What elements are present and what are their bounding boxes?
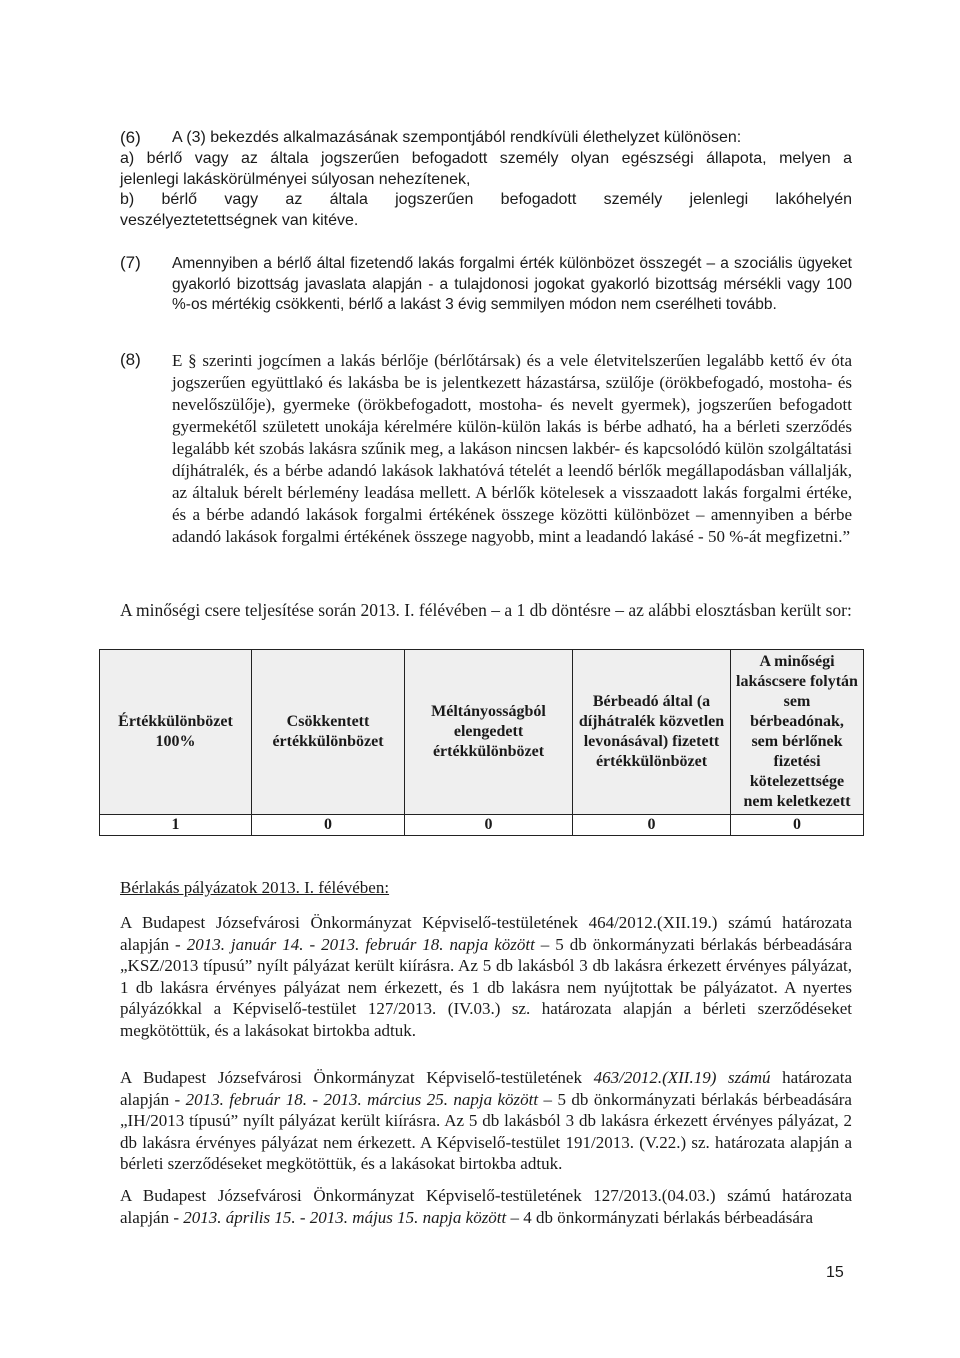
paragraph-number-6: (6) — [120, 128, 141, 147]
tender-2-dates: 2013. február 18. - 2013. március 25. napja között — [185, 1089, 539, 1109]
tender-block-2 — [120, 1067, 852, 1175]
table-cell: 0 — [731, 815, 864, 836]
tender-1-text: A Budapest Józsefvárosi Önkormányzat Képviselő-testületének 464/2012.(XII.19.) számú határozata alapján - — [120, 913, 852, 954]
paragraph-number-7: (7) — [120, 253, 141, 272]
table-header-cell: Csökkentett értékkülönbözet — [252, 650, 405, 815]
table-header-cell: Értékkülönbözet 100% — [100, 650, 252, 815]
table-cell: 0 — [405, 815, 573, 836]
table-row — [100, 815, 864, 836]
table-cell: 0 — [252, 815, 405, 836]
page-number: 15 — [826, 1264, 844, 1281]
table-cell: 0 — [573, 815, 731, 836]
tender-1-text-rest: – 5 db önkormányzati bérlakás bérbeadására „KSZ/2013 típusú” nyílt pályázat került kiírásra. Az 5 db lakásból 3 db lakásra érkezett érvényes pályázat, 1 db lakásra érvényes pályázat nem érkezett, és 1 db lakásra nem nyújtottak be pályázatot. A nyertes pályázókkal a Képviselő-testület 127/2013. (IV.03.) sz. határozata alapján a bérleti szerződéseket megkötöttük, és a lakásokat birtokba adtuk. — [120, 934, 852, 1040]
table-cell: 1 — [100, 815, 252, 836]
tender-2-text: A Budapest Józsefvárosi Önkormányzat Képviselő-testületének — [120, 1068, 594, 1087]
tender-3-dates: 2013. április 15. - 2013. május 15. napja között — [183, 1207, 507, 1227]
paragraph-6-line: a) bérlő vagy az általa jogszerűen befogadott személy olyan egészségi állapota, melyen a — [120, 150, 852, 167]
table-intro: A minőségi csere teljesítése során 2013. I. félévében – a 1 db döntésre – az alábbi elosztásban került sor: — [120, 600, 852, 620]
paragraph-7: Amennyiben a bérlő által fizetendő lakás forgalmi érték különbözet összegét – a szociális ügyeket gyakorló bizottság javaslata alapján - a tulajdonosi jogokat gyakorló bizottság mérsékli vagy 100 %-os mértékig csökkenti, bérlő a lakást 3 évig semmilyen módon nem cserélheti tovább. — [172, 255, 852, 313]
tender-2-text-rest: – 5 db önkormányzati bérlakás bérbeadására „IH/2013 típusú” nyílt pályázat került kiírásra. Az 5 db lakásból 3 db lakásra érkezett érvényes pályázat, 2 db lakásra érvényes pályázat nem érkezett. A Képviselő-testület 191/2013. (V.22.) sz. határozata alapján a bérleti szerződéseket megkötöttük, és a lakásokat birtokba adtuk. — [120, 1089, 852, 1173]
paragraph-number-8: (8) — [120, 350, 141, 369]
table-header-cell: Bérbeadó által (a díjhátralék közvetlen levonásával) fizetett értékkülönbözet — [573, 650, 731, 815]
table-header-cell: A minőségi lakáscsere folytán sem bérbeadónak, sem bérlőnek fizetési kötelezettsége nem keletkezett — [731, 650, 864, 815]
paragraph-6-line: veszélyeztetettségnek van kitéve. — [120, 211, 359, 229]
paragraph-8: E § szerinti jogcímen a lakás bérlője (bérlőtársak) és a vele életvitelszerűen legalább kettő év óta jogszerűen együttlakó és lakásba be is jelentkezett házastársa, szülője (örökbefogadó, mostoha- és nevelőszülője), gyermeke (örökbefogadott, mostoha- és nevelt gyermek), jogszerűen befogadott gyermekétől született unokája kérelmére külön-külön lakás is bérbe adható, ha a bérleti szerződés legalább két szobás lakásra szűnik meg, a lakáson nincsen lakbér- és kapcsolódó külön szolgáltatási díjhátralék, és a bérbe adandó lakások lakhatóvá tételét a leendő bérlők megállapodásban vállalják, az általuk bérelt bérlemény leadása mellett. A bérlők kötelesek a visszaadott lakás forgalmi értéke, és a bérbe adandó lakások forgalmi értékének összege közötti különbözet – amennyiben a bérbe adandó lakások forgalmi értékének összege nagyobb, mint a leadandó lakásé - 50 %-át megfizetni.” — [172, 351, 852, 546]
paragraph-6-line: A (3) bekezdés alkalmazásának szempontjából rendkívüli élethelyzet különösen: — [172, 129, 742, 146]
paragraph-6-line: jelenlegi lakáskörülményei súlyosan nehezítenek, — [120, 170, 471, 188]
tender-1-dates: 2013. január 14. - 2013. február 18. napja között — [186, 934, 535, 954]
tender-block-3 — [120, 1185, 852, 1228]
table-header-cell: Méltányosságból elengedett értékkülönbözet — [405, 650, 573, 815]
section-title: Bérlakás pályázatok 2013. I. félévében: — [120, 878, 390, 897]
paragraph-6-continuation — [120, 149, 852, 231]
tender-2-ref: 463/2012.(XII.19) számú — [593, 1068, 771, 1087]
tender-block-1 — [120, 912, 852, 1041]
exchange-table — [99, 649, 864, 836]
paragraph-6-line: b) bérlő vagy az általa jogszerűen befogadott személy jelenlegi lakóhelyén — [120, 191, 852, 208]
tender-3-text-rest: – 4 db önkormányzati bérlakás bérbeadására — [506, 1207, 814, 1227]
tender-3-text: A Budapest Józsefvárosi Önkormányzat Képviselő-testületének 127/2013.(04.03.) számú határozata alapján - — [120, 1186, 852, 1227]
table-header-row — [100, 650, 864, 815]
tender-2-text-mid: határozata alapján - — [120, 1068, 853, 1109]
paragraph-6 — [172, 128, 852, 149]
